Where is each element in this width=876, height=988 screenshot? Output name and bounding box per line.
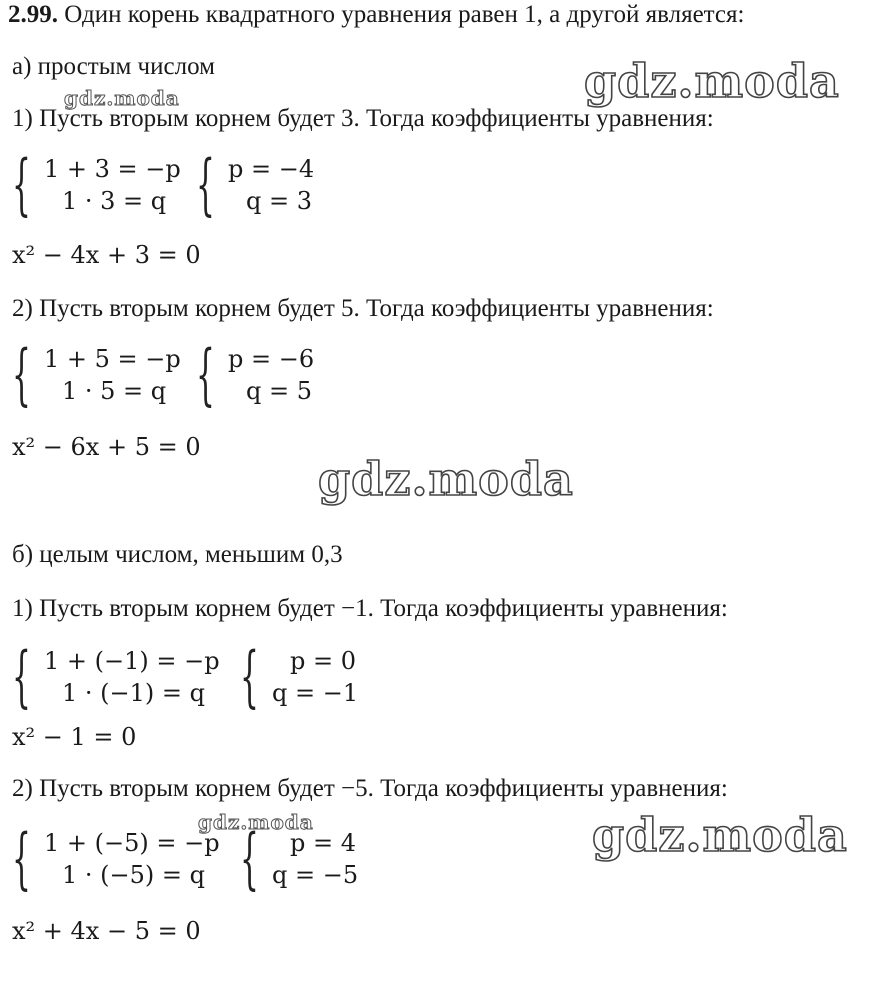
part-b-label: б) целым числом, меньшим 0,3: [12, 541, 343, 568]
part-a-case1-system2: [196, 146, 315, 223]
part-a-case2-result: x² − 6x + 5 = 0: [12, 433, 201, 461]
equation-row: 1 · (−1) = q: [62, 679, 205, 707]
equation-row: 1 · (−5) = q: [62, 861, 205, 889]
equation-row: q = 5: [246, 377, 312, 405]
part-a-label: а) простым числом: [12, 53, 215, 80]
brace-icon: {: [12, 820, 31, 897]
watermark: gdz.moda: [318, 452, 574, 506]
problem-statement: Один корень квадратного уравнения равен 1, а другой является:: [64, 1, 745, 28]
part-b-case1-result: x² − 1 = 0: [12, 723, 137, 751]
watermark: gdz.moda: [592, 808, 848, 862]
equation-row: 1 + 5 = −p: [44, 345, 181, 373]
part-a-case2-text: 2) Пусть вторым корнем будет 5. Тогда коэффициенты уравнения:: [12, 295, 714, 322]
part-a-case1-result: x² − 4x + 3 = 0: [12, 241, 201, 269]
brace-icon: {: [12, 146, 31, 223]
watermark: gdz.moda: [198, 810, 314, 834]
equation-row: 1 + (−5) = −p: [44, 829, 220, 857]
equation-row: q = −1: [272, 679, 359, 707]
brace-icon: {: [12, 638, 31, 715]
brace-icon: {: [196, 146, 215, 223]
brace-icon: {: [240, 820, 259, 897]
part-a-case2-system1: [12, 336, 181, 413]
equation-row: 1 + 3 = −p: [44, 155, 181, 183]
equation-row: 1 · 3 = q: [62, 187, 167, 215]
watermark: gdz.moda: [64, 86, 180, 110]
brace-icon: {: [240, 638, 259, 715]
part-a-case1-system1: [12, 146, 181, 223]
problem-number: 2.99.: [8, 1, 58, 28]
part-b-case2-system2: [240, 820, 359, 897]
equation-row: p = 0: [290, 647, 356, 675]
equation-row: p = −4: [228, 155, 315, 183]
brace-icon: {: [196, 336, 215, 413]
part-a-case2-system2: [196, 336, 315, 413]
equation-row: 1 · 5 = q: [62, 377, 167, 405]
part-a-case1-text: 1) Пусть вторым корнем будет 3. Тогда коэффициенты уравнения:: [12, 105, 714, 132]
equation-row: q = −5: [272, 861, 359, 889]
equation-row: q = 3: [246, 187, 312, 215]
part-b-case1-system2: [240, 638, 359, 715]
watermark: gdz.moda: [584, 54, 840, 108]
part-b-case1-text: 1) Пусть вторым корнем будет −1. Тогда коэффициенты уравнения:: [12, 595, 728, 622]
part-b-case2-result: x² + 4x − 5 = 0: [12, 917, 201, 945]
brace-icon: {: [12, 336, 31, 413]
part-b-case2-text: 2) Пусть вторым корнем будет −5. Тогда коэффициенты уравнения:: [12, 775, 728, 802]
part-b-case1-system1: [12, 638, 220, 715]
equation-row: p = 4: [290, 829, 356, 857]
problem-header: [8, 0, 744, 30]
equation-row: p = −6: [228, 345, 315, 373]
part-b-case2-system1: [12, 820, 220, 897]
equation-row: 1 + (−1) = −p: [44, 647, 220, 675]
